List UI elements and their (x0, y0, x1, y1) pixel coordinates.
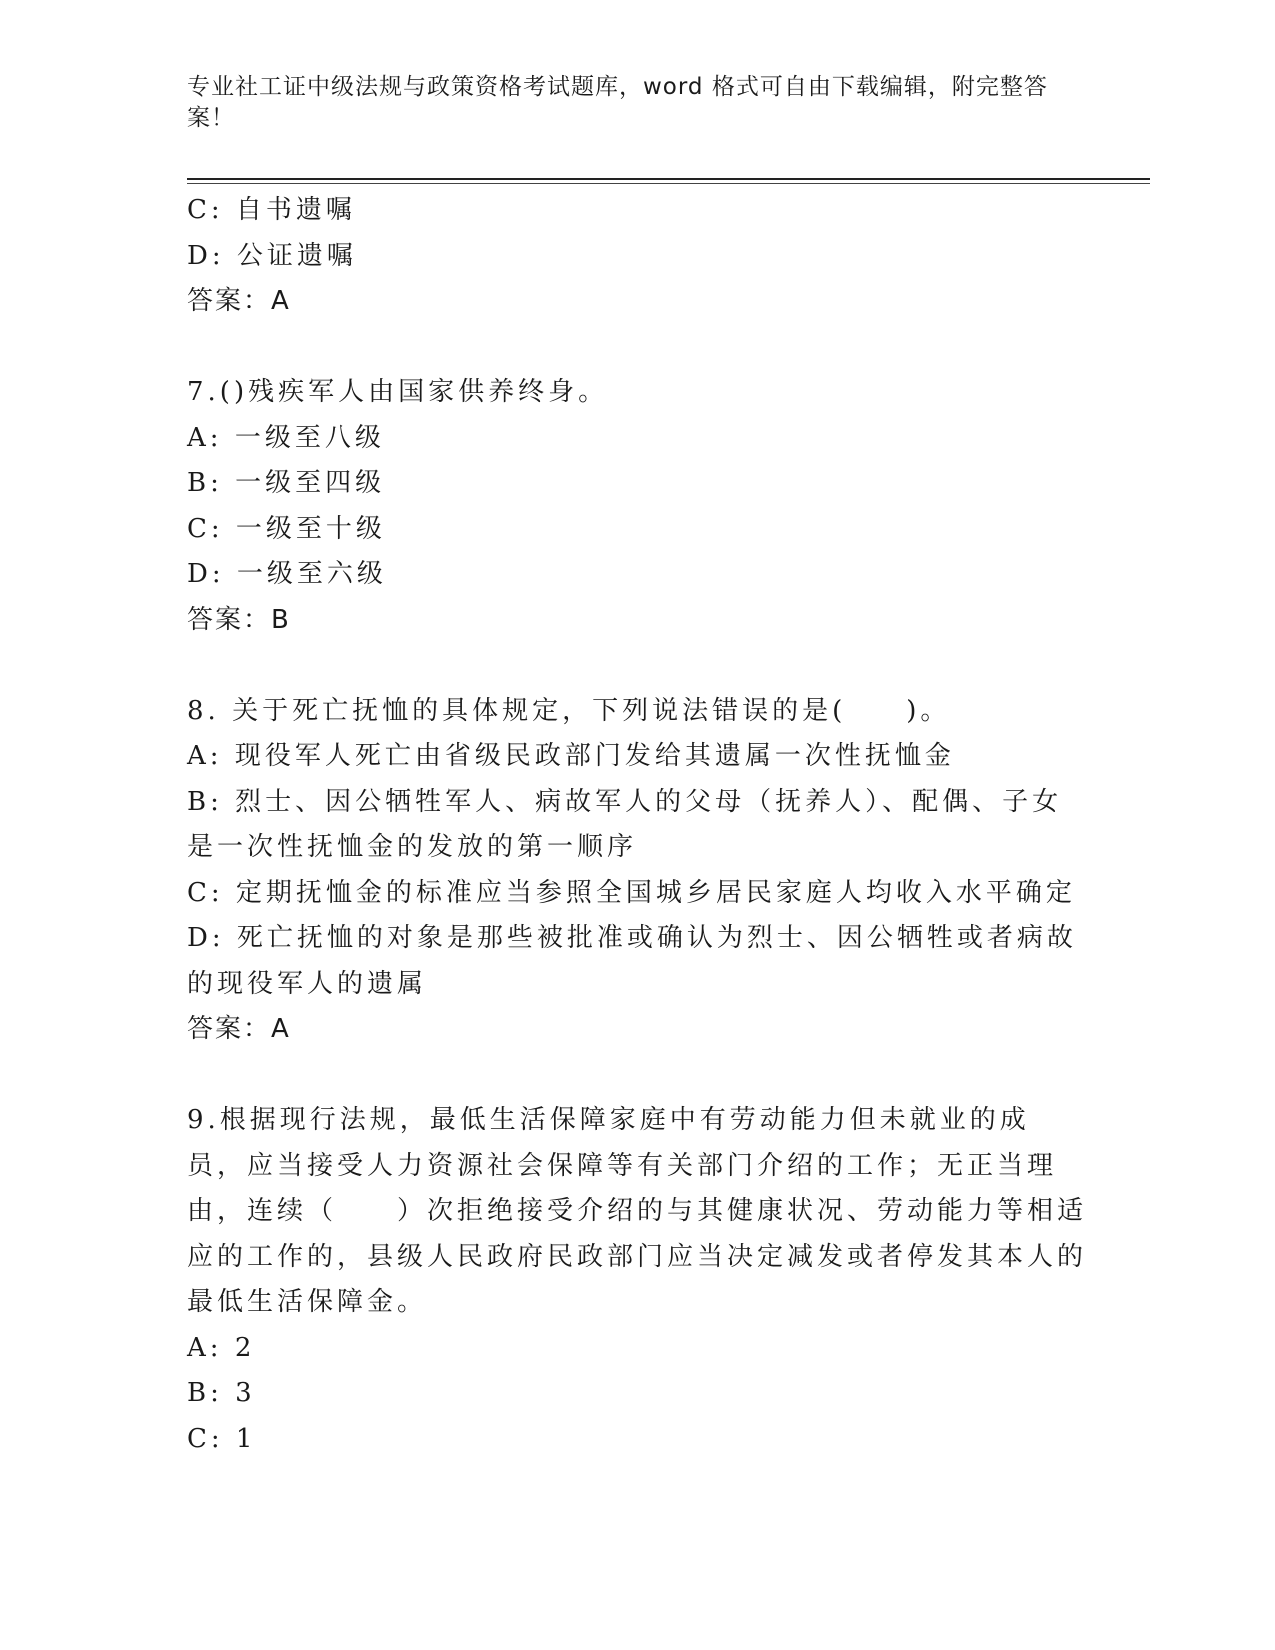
option-label: D: (187, 240, 225, 271)
option-d (187, 234, 1087, 280)
question-8: 8. 关于死亡抚恤的具体规定，下列说法错误的是( )。 (187, 695, 951, 726)
option-c (187, 188, 1087, 234)
spacer (187, 643, 1087, 689)
option-label: B: (187, 1378, 223, 1408)
option-a (187, 1326, 1087, 1372)
header-rule-thick (187, 178, 1150, 180)
option-b (187, 780, 1087, 871)
option-label: C: (187, 195, 224, 225)
option-label: D: (187, 923, 225, 953)
option-text: 一级至四级 (235, 468, 386, 498)
answer-q7: 答案：B (187, 604, 291, 635)
option-label: C: (187, 1423, 224, 1454)
question-7: 7.()残疾军人由国家供养终身。 (187, 377, 609, 407)
option-text: 现役军人死亡由省级民政部门发给其遗属一次性抚恤金 (234, 741, 955, 771)
question-content (187, 188, 1087, 1462)
option-text: 死亡抚恤的对象是那些被批准或确认为烈士、因公牺牲或者病故的现役军人的遗属 (187, 923, 1077, 999)
option-text: 2 (234, 1332, 256, 1363)
answer-q6: 答案：A (187, 286, 291, 316)
option-label: A: (187, 741, 223, 771)
option-text: 定期抚恤金的标准应当参照全国城乡居民家庭人均收入水平确定 (235, 877, 1076, 908)
option-a (187, 734, 1087, 780)
option-text: 一级至八级 (234, 422, 385, 453)
option-label: B: (187, 786, 223, 817)
option-text: 3 (235, 1378, 256, 1408)
option-d (187, 552, 1087, 598)
option-text: 1 (235, 1423, 257, 1454)
option-c (187, 507, 1087, 553)
option-label: D: (187, 559, 225, 589)
option-c (187, 871, 1087, 917)
option-a (187, 416, 1087, 462)
option-label: B: (187, 468, 223, 498)
header-rule-thin (187, 183, 1150, 184)
option-b (187, 1371, 1087, 1417)
option-text: 一级至十级 (235, 513, 386, 544)
answer-q8: 答案：A (187, 1014, 291, 1044)
option-label: C: (187, 513, 224, 544)
option-text: 烈士、因公牺牲军人、病故军人的父母（抚养人）、配偶、子女是一次性抚恤金的发放的第一顺序 (187, 786, 1063, 862)
option-label: C: (187, 877, 224, 908)
document-header: 专业社工证中级法规与政策资格考试题库，word 格式可自由下载编辑，附完整答案！ (187, 74, 1048, 131)
option-text: 公证遗嘱 (236, 240, 357, 271)
option-label: A: (187, 422, 223, 453)
option-text: 自书遗嘱 (235, 195, 356, 225)
spacer (187, 325, 1087, 371)
option-label: A: (187, 1332, 223, 1363)
option-b (187, 461, 1087, 507)
spacer (187, 1053, 1087, 1099)
question-9: 9.根据现行法规，最低生活保障家庭中有劳动能力但未就业的成员，应当接受人力资源社会保障等有关部门介绍的工作；无正当理由，连续（ ）次拒绝接受介绍的与其健康状况、劳动能力等相适应的工作的，县级人民政府民政部门应当决定减发或者停发其本人的最低生活保障金。 (187, 1105, 1088, 1317)
option-text: 一级至六级 (236, 559, 387, 589)
option-d (187, 916, 1087, 1007)
option-c (187, 1417, 1087, 1463)
